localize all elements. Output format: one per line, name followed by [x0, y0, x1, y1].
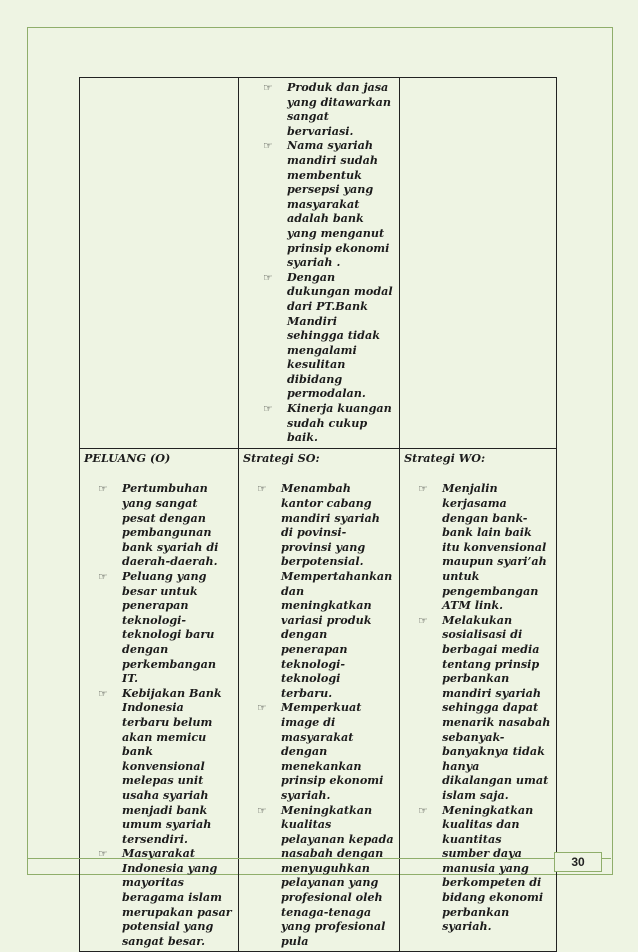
list-item	[98, 481, 234, 569]
list-item-text: Melakukan sosialisasi di berbagai media tentang prinsip perbankan mandiri syariah sehingga dapat menarik nasabah sebanyak-banyaknya tidak hanya dikalangan umat islam saja.	[442, 612, 551, 802]
list-item	[418, 803, 552, 934]
list-item	[263, 80, 395, 138]
list-item-text: Nama syariah mandiri sudah membentuk persepsi yang masyarakat adalah bank yang menganut prinsip ekonomi syariah .	[286, 138, 390, 270]
pointing-hand-icon: ☞	[262, 140, 273, 153]
opportunities-list	[84, 481, 234, 948]
strengths-cell	[238, 78, 399, 449]
opportunities-header: PELUANG (O)	[84, 450, 171, 465]
pointing-hand-icon: ☞	[98, 483, 108, 496]
table-cell-empty-right	[400, 78, 557, 449]
list-item	[263, 401, 395, 445]
page-number: 30	[554, 852, 602, 872]
list-item	[257, 803, 395, 949]
list-item-text: Memperkuat image di masyarakat dengan menekankan prinsip ekonomi syariah.	[280, 700, 384, 802]
table-row	[80, 78, 557, 449]
pointing-hand-icon: ☞	[418, 804, 428, 817]
list-item-text: Meningkatkan kualitas pelayanan kepada nasabah dengan menyuguhkan pelayanan yang profesional oleh tenaga-tenaga yang profesional pula	[280, 802, 394, 948]
pointing-hand-icon: ☞	[256, 483, 267, 496]
list-item	[98, 846, 234, 948]
list-item	[418, 481, 552, 612]
so-strategy-cell	[238, 448, 399, 952]
list-item	[257, 700, 395, 802]
list-item-text: Pertumbuhan yang sangat pesat dengan pembangunan bank syariah di daerah-daerah.	[122, 481, 219, 569]
list-item-text: Masyarakat Indonesia yang mayoritas beragama islam merupakan pasar potensial yang sangat besar.	[122, 846, 232, 948]
list-item-text: Produk dan jasa yang ditawarkan sangat bervariasi.	[286, 80, 391, 138]
wo-strategy-list	[404, 481, 552, 933]
list-item-text: Kinerja kuangan sudah cukup baik.	[286, 401, 392, 445]
list-item-text: Dengan dukungan modal dari PT.Bank Mandiri sehingga tidak mengalami kesulitan dibidang permodalan.	[286, 269, 393, 401]
so-strategy-list	[243, 481, 395, 948]
swot-table	[79, 77, 557, 952]
strengths-list	[243, 80, 395, 445]
list-item	[418, 613, 552, 803]
list-item	[98, 686, 234, 847]
list-item	[98, 569, 234, 686]
pointing-hand-icon: ☞	[262, 403, 273, 416]
pointing-hand-icon: ☞	[262, 271, 273, 284]
so-strategy-header: Strategi SO:	[242, 450, 320, 465]
list-item-text: Menjalin kerjasama dengan bank-bank lain baik itu konvensional maupun syari’ah untuk pengembangan ATM link.	[442, 481, 547, 613]
list-item-text: Peluang yang besar untuk penerapan teknologi-teknologi baru dengan perkembangan IT.	[122, 569, 216, 686]
pointing-hand-icon: ☞	[98, 571, 108, 583]
wo-strategy-cell	[400, 448, 557, 952]
pointing-hand-icon: ☞	[256, 702, 267, 715]
pointing-hand-icon: ☞	[418, 483, 428, 496]
table-cell-empty-left	[80, 78, 239, 449]
pointing-hand-icon: ☞	[98, 687, 108, 700]
opportunities-cell	[80, 448, 239, 952]
wo-strategy-header: Strategi WO:	[404, 450, 486, 465]
pointing-hand-icon: ☞	[256, 804, 267, 817]
pointing-hand-icon: ☞	[98, 848, 108, 861]
list-item-text: Kebijakan Bank Indonesia terbaru belum akan memicu bank konvensional melepas unit usaha syariah menjadi bank umum syariah tersendiri.	[122, 685, 222, 846]
pointing-hand-icon: ☞	[262, 82, 273, 94]
list-item-text: Menambah kantor cabang mandiri syariah di povinsi-provinsi yang berpotensial. Mempertahankan dan meningkatkan variasi produk dengan penerapan teknologi-teknologi terbaru.	[280, 481, 393, 700]
pointing-hand-icon: ☞	[418, 614, 428, 627]
footer-rule	[27, 858, 611, 859]
list-item	[263, 270, 395, 401]
list-item	[263, 138, 395, 269]
list-item	[257, 481, 395, 700]
list-item-text: Meningkatkan kualitas dan kuantitas sumber daya manusia yang berkompeten di bidang ekonomi perbankan syariah.	[442, 802, 544, 934]
table-row	[80, 448, 557, 952]
